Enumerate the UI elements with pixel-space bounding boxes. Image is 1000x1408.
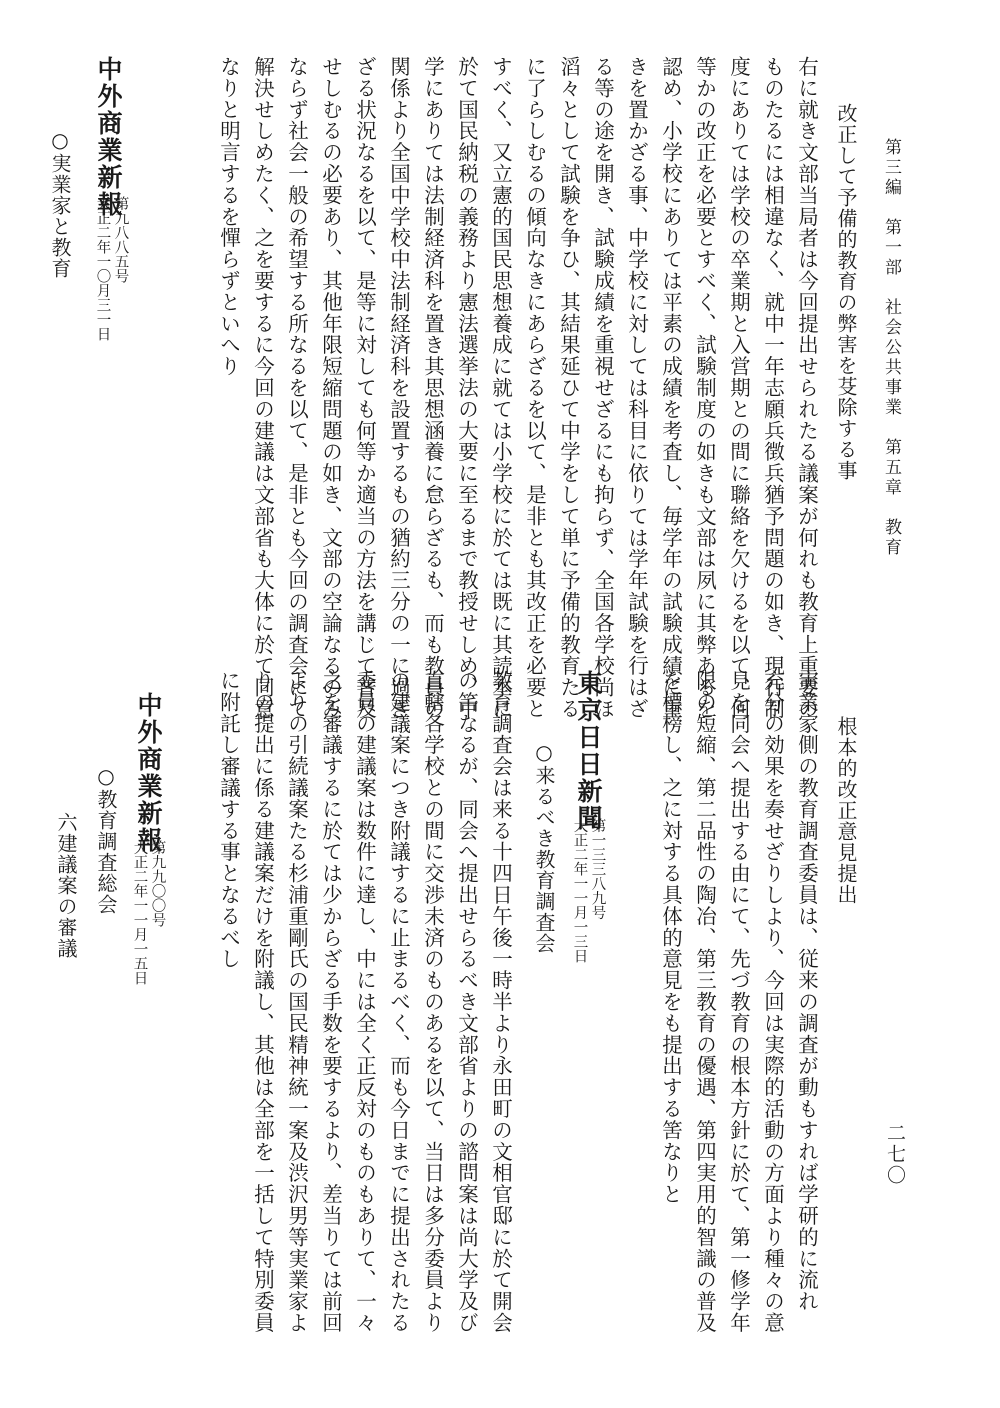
source-date: 大正二年一一月一三日 (571, 818, 588, 963)
source-date: 大正二年一〇月三一日 (94, 196, 111, 341)
article-title: ○来るべき教育調査会 (532, 740, 556, 954)
text-line: に了らしむるの傾向なきにあらざるを以て、是非とも其改正を必要と (522, 56, 547, 720)
text-line: る等の途を開き、試験成績を重視せざるにも拘らず、全国各学校尚ほ (590, 56, 615, 720)
source-issue: 第九八八五号 (112, 196, 129, 283)
source-issue: 第九九〇〇号 (149, 840, 166, 927)
article-subtitle: 六建議案の審議 (54, 812, 78, 959)
text-line: 之を審議するに於ては少からざる手数を要するより、差当りては前回 (318, 670, 343, 1334)
text-line: に附託し審議する事となるべし (216, 670, 241, 970)
text-line: 認め、小学校にありては平素の成績を考査し、毎学年の試験成績に重 (658, 56, 683, 720)
text-line: 実業家側の教育調査委員は、従来の調査が動もすれば学研的に流れ (794, 670, 819, 1312)
text-line: の建議案につき附議するに止まるべく、而も今日までに提出されたる (386, 670, 411, 1334)
text-line: よりの引続議案たる杉浦重剛氏の国民精神統一案及渋沢男等実業家よ (284, 670, 309, 1334)
running-head: 第三編 第一部 社会公共事業 第五章 教育 (881, 138, 901, 558)
text-line: ざる状況なるを以て、是等に対しても何等か適当の方法を講じて普及 (352, 56, 377, 720)
text-line: きを置かざる事、中学校に対しては科目に依りては学年試験を行はざ (624, 56, 649, 720)
text-line: ならず社会一般の希望する所なるを以て、是非とも今回の調査会にて (284, 56, 309, 720)
text-line: 解決せしめたく、之を要するに今回の建議は文部省も大体に於て同意 (250, 56, 275, 720)
text-line: ものたるには相違なく、就中一年志願兵徴兵猶予問題の如き、現行制 (760, 56, 785, 720)
source-newspaper: 中外商業新報 (94, 56, 123, 218)
text-line: なりと明言するを憚らずといへり (216, 56, 241, 377)
section-subheading: 改正して予備的教育の弊害を芟除する事 (834, 103, 858, 481)
text-line: 滔々として試験を争ひ、其結果延ひて中学をして単に予備的教育たる (556, 56, 581, 720)
source-newspaper: 東京日日新聞 (574, 670, 603, 832)
page-number: 二七〇 (884, 1123, 906, 1186)
section-subheading: 根本的改正意見提出 (834, 716, 858, 905)
text-line: 度にありては学校の卒業期と入営期との間に聯絡を欠けるを以て、何 (726, 56, 751, 720)
article-title: ○教育調査総会 (94, 764, 118, 915)
text-line: すべく、又立憲的国民思想養成に就ては小学校に於ては既に其読本に (488, 56, 513, 720)
source-issue: 第一三三八九号 (589, 818, 606, 920)
text-line: りの提出に係る建議案だけを附議し、其他は全部を一括して特別委員 (250, 670, 275, 1334)
text-line: せしむるの必要あり、其他年限短縮問題の如き、文部の空論なるのみ (318, 56, 343, 720)
source-date: 大正二年一一月一五日 (131, 840, 148, 985)
article-title: ○実業家と教育 (48, 128, 72, 279)
text-line: を標榜し、之に対する具体的意見をも提出する筈なりと (658, 670, 683, 1205)
text-line: 教育調査会は来る十四日午後一時半より永田町の文相官邸に於て開会 (488, 670, 513, 1334)
text-line: 於て国民納税の義務より憲法選挙法の大要に至るまで教授せしめ、中 (454, 56, 479, 720)
text-line: 充分の効果を奏せざりしより、今回は実際的活動の方面より種々の意 (760, 670, 785, 1334)
text-line: 等かの改正を必要とすべく、試験制度の如きも文部は夙に其弊あるを (692, 56, 717, 720)
text-line: 委員の建議案は数件に達し、中には全く正反対のものもありて、一々 (352, 670, 377, 1334)
text-line: 学にありては法制経済科を置き其思想涵養に怠らざるも、而も教員の (420, 56, 445, 720)
text-line: 直轄各学校との間に交渉未済のものあるを以て、当日は多分委員より (420, 670, 445, 1334)
text-line: 見を同会へ提出する由にて、先づ教育の根本方針に於て、第一修学年 (726, 670, 751, 1334)
text-line: の筈なるが、同会へ提出せらるべき文部省よりの諮問案は尚大学及び (454, 670, 479, 1334)
text-line: 右に就き文部当局者は今回提出せられたる議案が何れも教育上重要の (794, 56, 819, 720)
text-line: 限の短縮、第二品性の陶冶、第三教育の優遇、第四実用的智識の普及 (692, 670, 717, 1334)
source-newspaper: 中外商業新報 (134, 692, 163, 854)
text-line: 関係より全国中学校中法制経済科を設置するもの猶約三分の一に過ぎ (386, 56, 411, 720)
